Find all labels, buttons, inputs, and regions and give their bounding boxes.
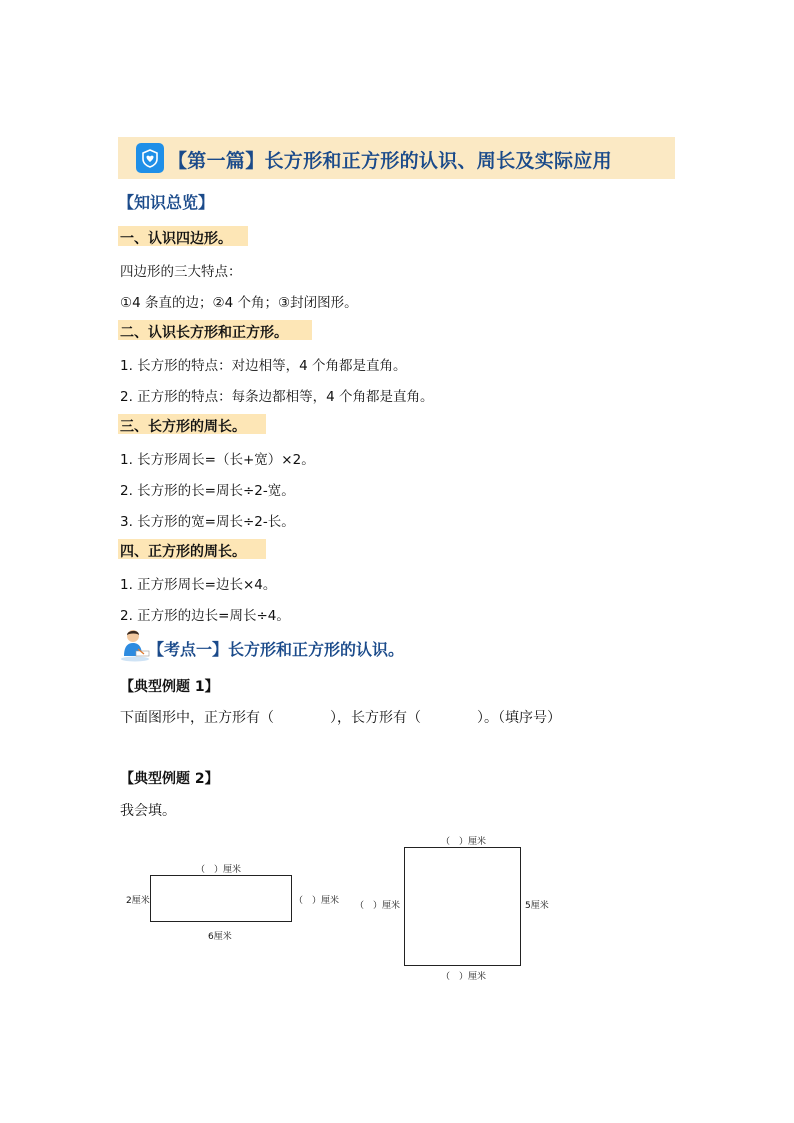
overview-heading: 【知识总览】 [118,193,215,212]
example-1-title: 【典型例题 1】 [120,679,219,695]
section-3-line-2: 2. 长方形的长=周长÷2-宽。 [120,483,295,499]
student-writing-icon [120,628,150,666]
square-top-label: （ ）厘米 [441,837,487,847]
example-1-question: 下面图形中，正方形有（ ），长方形有（ ）。（填序号） [120,710,561,726]
section-heading-2: 二、认识长方形和正方形。 [120,325,288,341]
heart-shield-icon [136,143,164,173]
section-4-line-2: 2. 正方形的边长=周长÷4。 [120,608,290,624]
rectangle-shape [150,875,292,922]
square-bottom-label: （ ）厘米 [441,972,487,982]
section-heading-1: 一、认识四边形。 [120,231,232,247]
rect-bottom-label: 6厘米 [208,932,232,942]
section-2-line-2: 2. 正方形的特点：每条边都相等，4 个角都是直角。 [120,389,434,405]
section-heading-3: 三、长方形的周长。 [120,419,246,435]
section-1-line-2: ①4 条直的边；②4 个角；③封闭图形。 [120,295,358,311]
heart-shield-icon-svg [136,143,164,173]
rect-top-label: （ ）厘米 [196,865,242,875]
page-title: 【第一篇】长方形和正方形的认识、周长及实际应用 [168,150,612,172]
section-3-line-1: 1. 长方形周长=（长+宽）×2。 [120,452,315,468]
square-shape [404,847,521,966]
square-right-label: 5厘米 [525,901,549,911]
rect-left-label: 2厘米 [126,896,150,906]
kaodian-heading: 【考点一】长方形和正方形的认识。 [148,640,405,659]
rect-right-label: （ ）厘米 [294,896,340,906]
section-1-line-1: 四边形的三大特点： [120,264,242,280]
section-3-line-3: 3. 长方形的宽=周长÷2-长。 [120,514,295,530]
section-heading-4: 四、正方形的周长。 [120,544,246,560]
example-2-title: 【典型例题 2】 [120,771,219,787]
section-4-line-1: 1. 正方形周长=边长×4。 [120,577,277,593]
square-left-label: （ ）厘米 [355,901,401,911]
example-2-instruction: 我会填。 [120,803,176,819]
student-writing-svg [120,628,150,662]
section-2-line-1: 1. 长方形的特点：对边相等，4 个角都是直角。 [120,358,407,374]
